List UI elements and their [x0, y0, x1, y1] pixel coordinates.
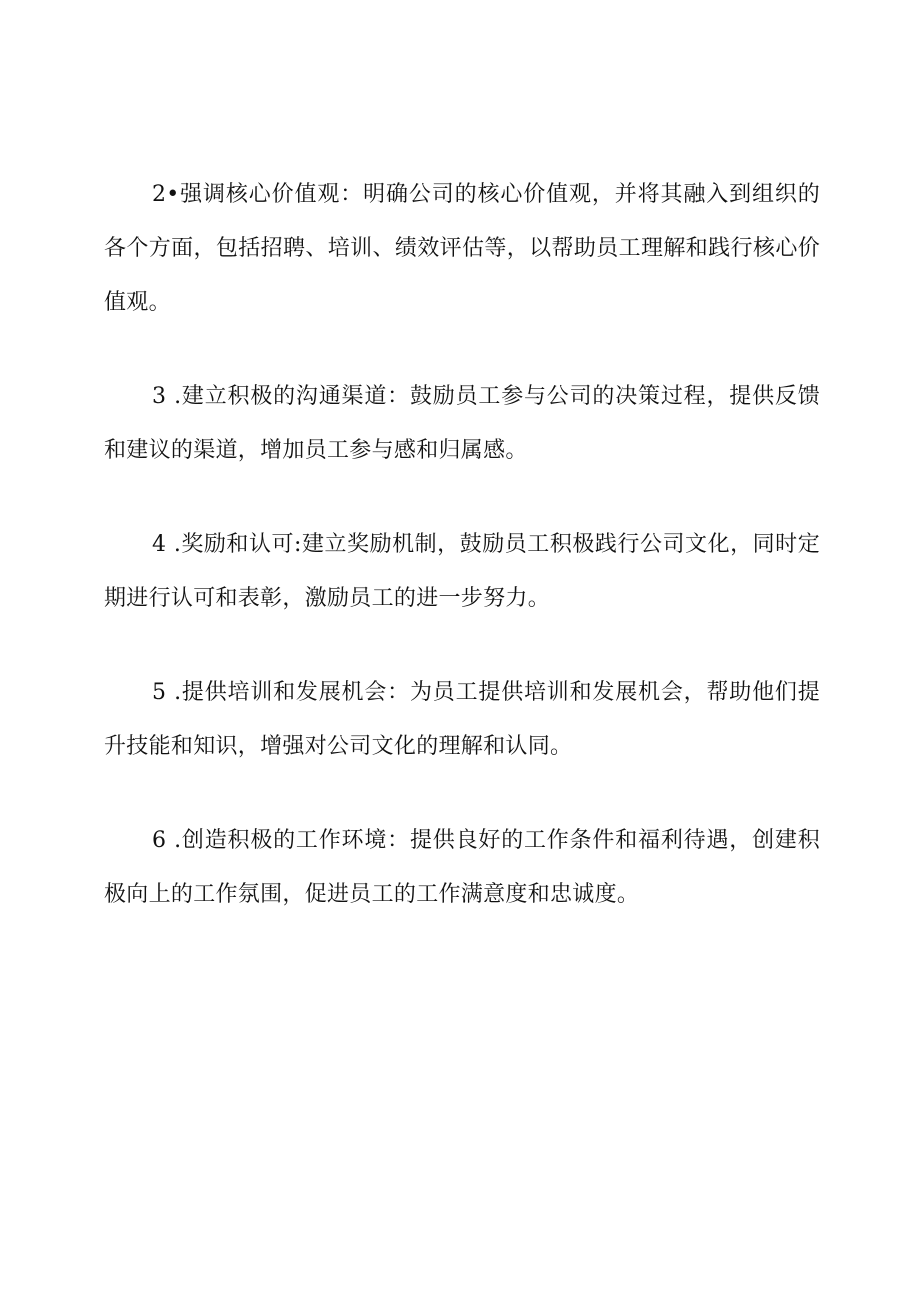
- paragraph-rewards: 4 .奖励和认可:建立奖励机制，鼓励员工积极践行公司文化，同时定期进行认可和表彰，激励员工的进一步努力。: [104, 532, 820, 611]
- paragraph-training: 5 .提供培训和发展机会：为员工提供培训和发展机会，帮助他们提升技能和知识，增强对公司文化的理解和认同。: [104, 680, 820, 759]
- paragraph-core-values: 2•强调核心价值观：明确公司的核心价值观，并将其融入到组织的各个方面，包括招聘、培训、绩效评估等，以帮助员工理解和践行核心价值观。: [104, 182, 820, 315]
- paragraph-work-environment: 6 .创造积极的工作环境：提供良好的工作条件和福利待遇，创建积极向上的工作氛围，促进员工的工作满意度和忠诚度。: [104, 828, 820, 907]
- paragraph-communication: 3 .建立积极的沟通渠道：鼓励员工参与公司的决策过程，提供反馈和建议的渠道，增加员工参与感和归属感。: [104, 384, 820, 463]
- document-body: [104, 168, 820, 962]
